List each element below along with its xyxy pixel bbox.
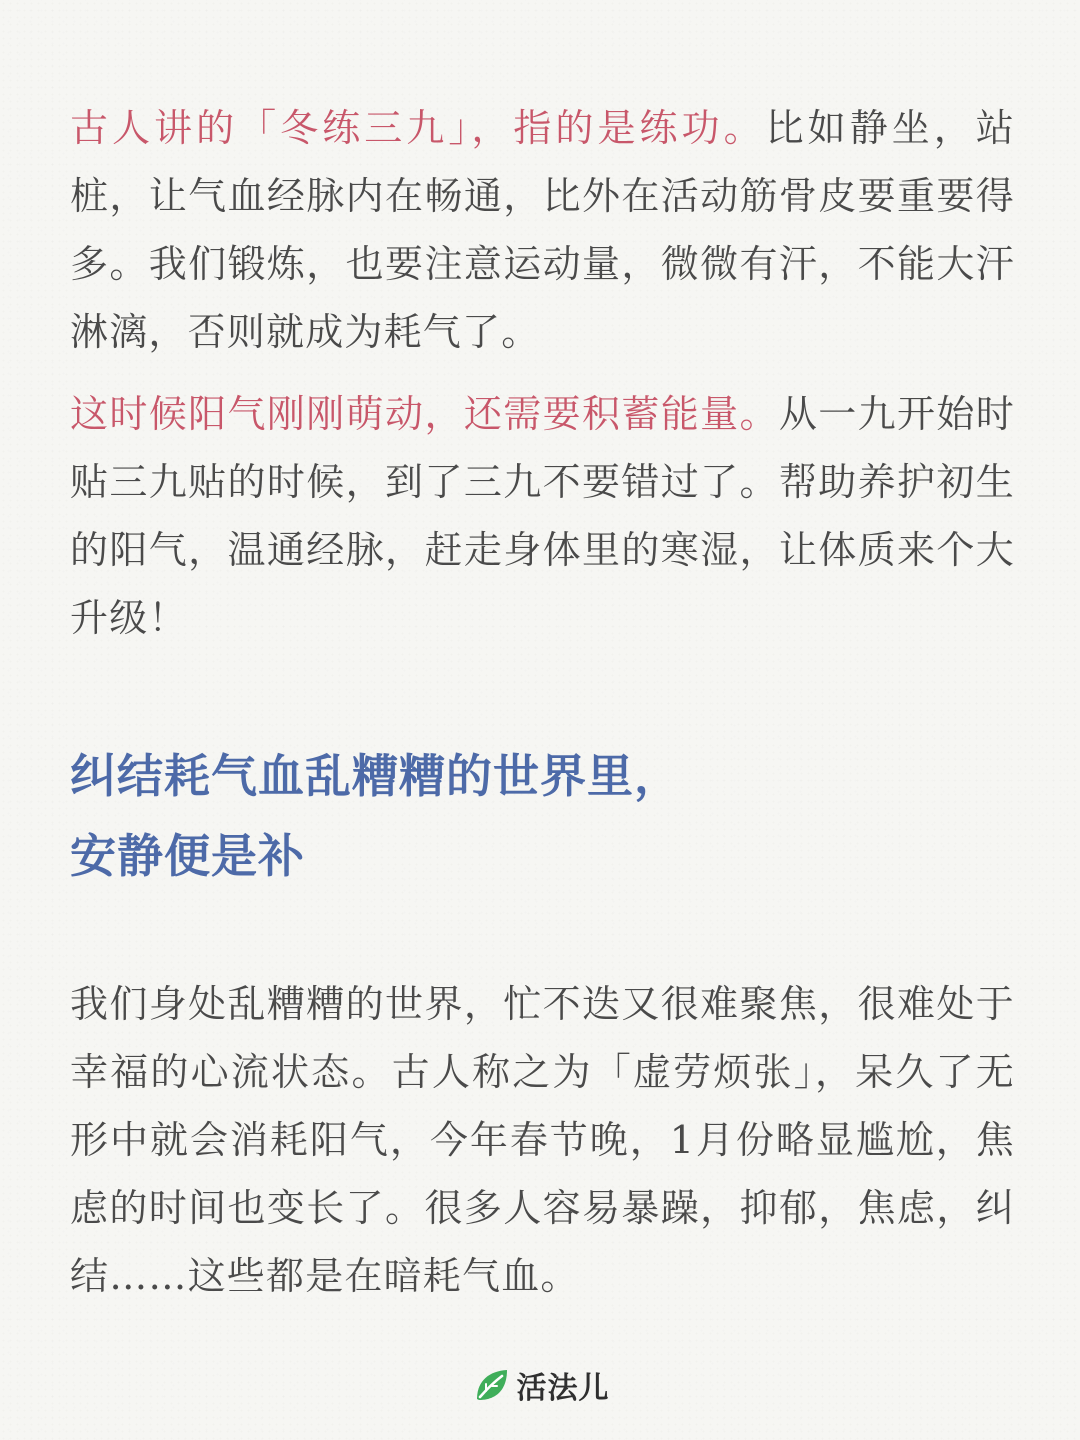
section-heading-line-1: 纠结耗气血乱糟糟的世界里，	[70, 749, 681, 803]
body-text: 从一九开始时贴三九贴的时候，到了三九不要错过了。帮助养护初生的阳气，温通经脉，赶走身体里的寒湿，让体质来个大升级！	[70, 392, 1016, 640]
section-heading	[70, 736, 1015, 896]
paragraph-yang-qi	[70, 380, 1015, 652]
highlight-text: 这时候阳气刚刚萌动，还需要积蓄能量。	[70, 392, 779, 436]
brand-name: 活法儿	[516, 1371, 610, 1406]
section-heading-line-2: 安静便是补	[70, 829, 305, 883]
paragraph-chaotic-world	[70, 970, 1015, 1310]
highlight-text: 古人讲的「冬练三九」，指的是练功。	[70, 106, 766, 150]
leaf-icon	[471, 1365, 511, 1405]
paragraph-winter-training	[70, 94, 1015, 366]
body-text: 比如静坐，站桩，让气血经脉内在畅通，比外在活动筋骨皮要重要得多。我们锻炼，也要注意运动量，微微有汗，不能大汗淋漓，否则就成为耗气了。	[70, 106, 1016, 354]
body-text: 我们身处乱糟糟的世界，忙不迭又很难聚焦，很难处于幸福的心流状态。古人称之为「虚劳烦张」，呆久了无形中就会消耗阳气，今年春节晚，1月份略显尴尬，焦虑的时间也变长了。很多人容易暴躁，抑郁，焦虑，纠结……这些都是在暗耗气血。	[70, 982, 1015, 1298]
brand-footer	[0, 1360, 1080, 1410]
article-content	[70, 94, 1015, 1310]
